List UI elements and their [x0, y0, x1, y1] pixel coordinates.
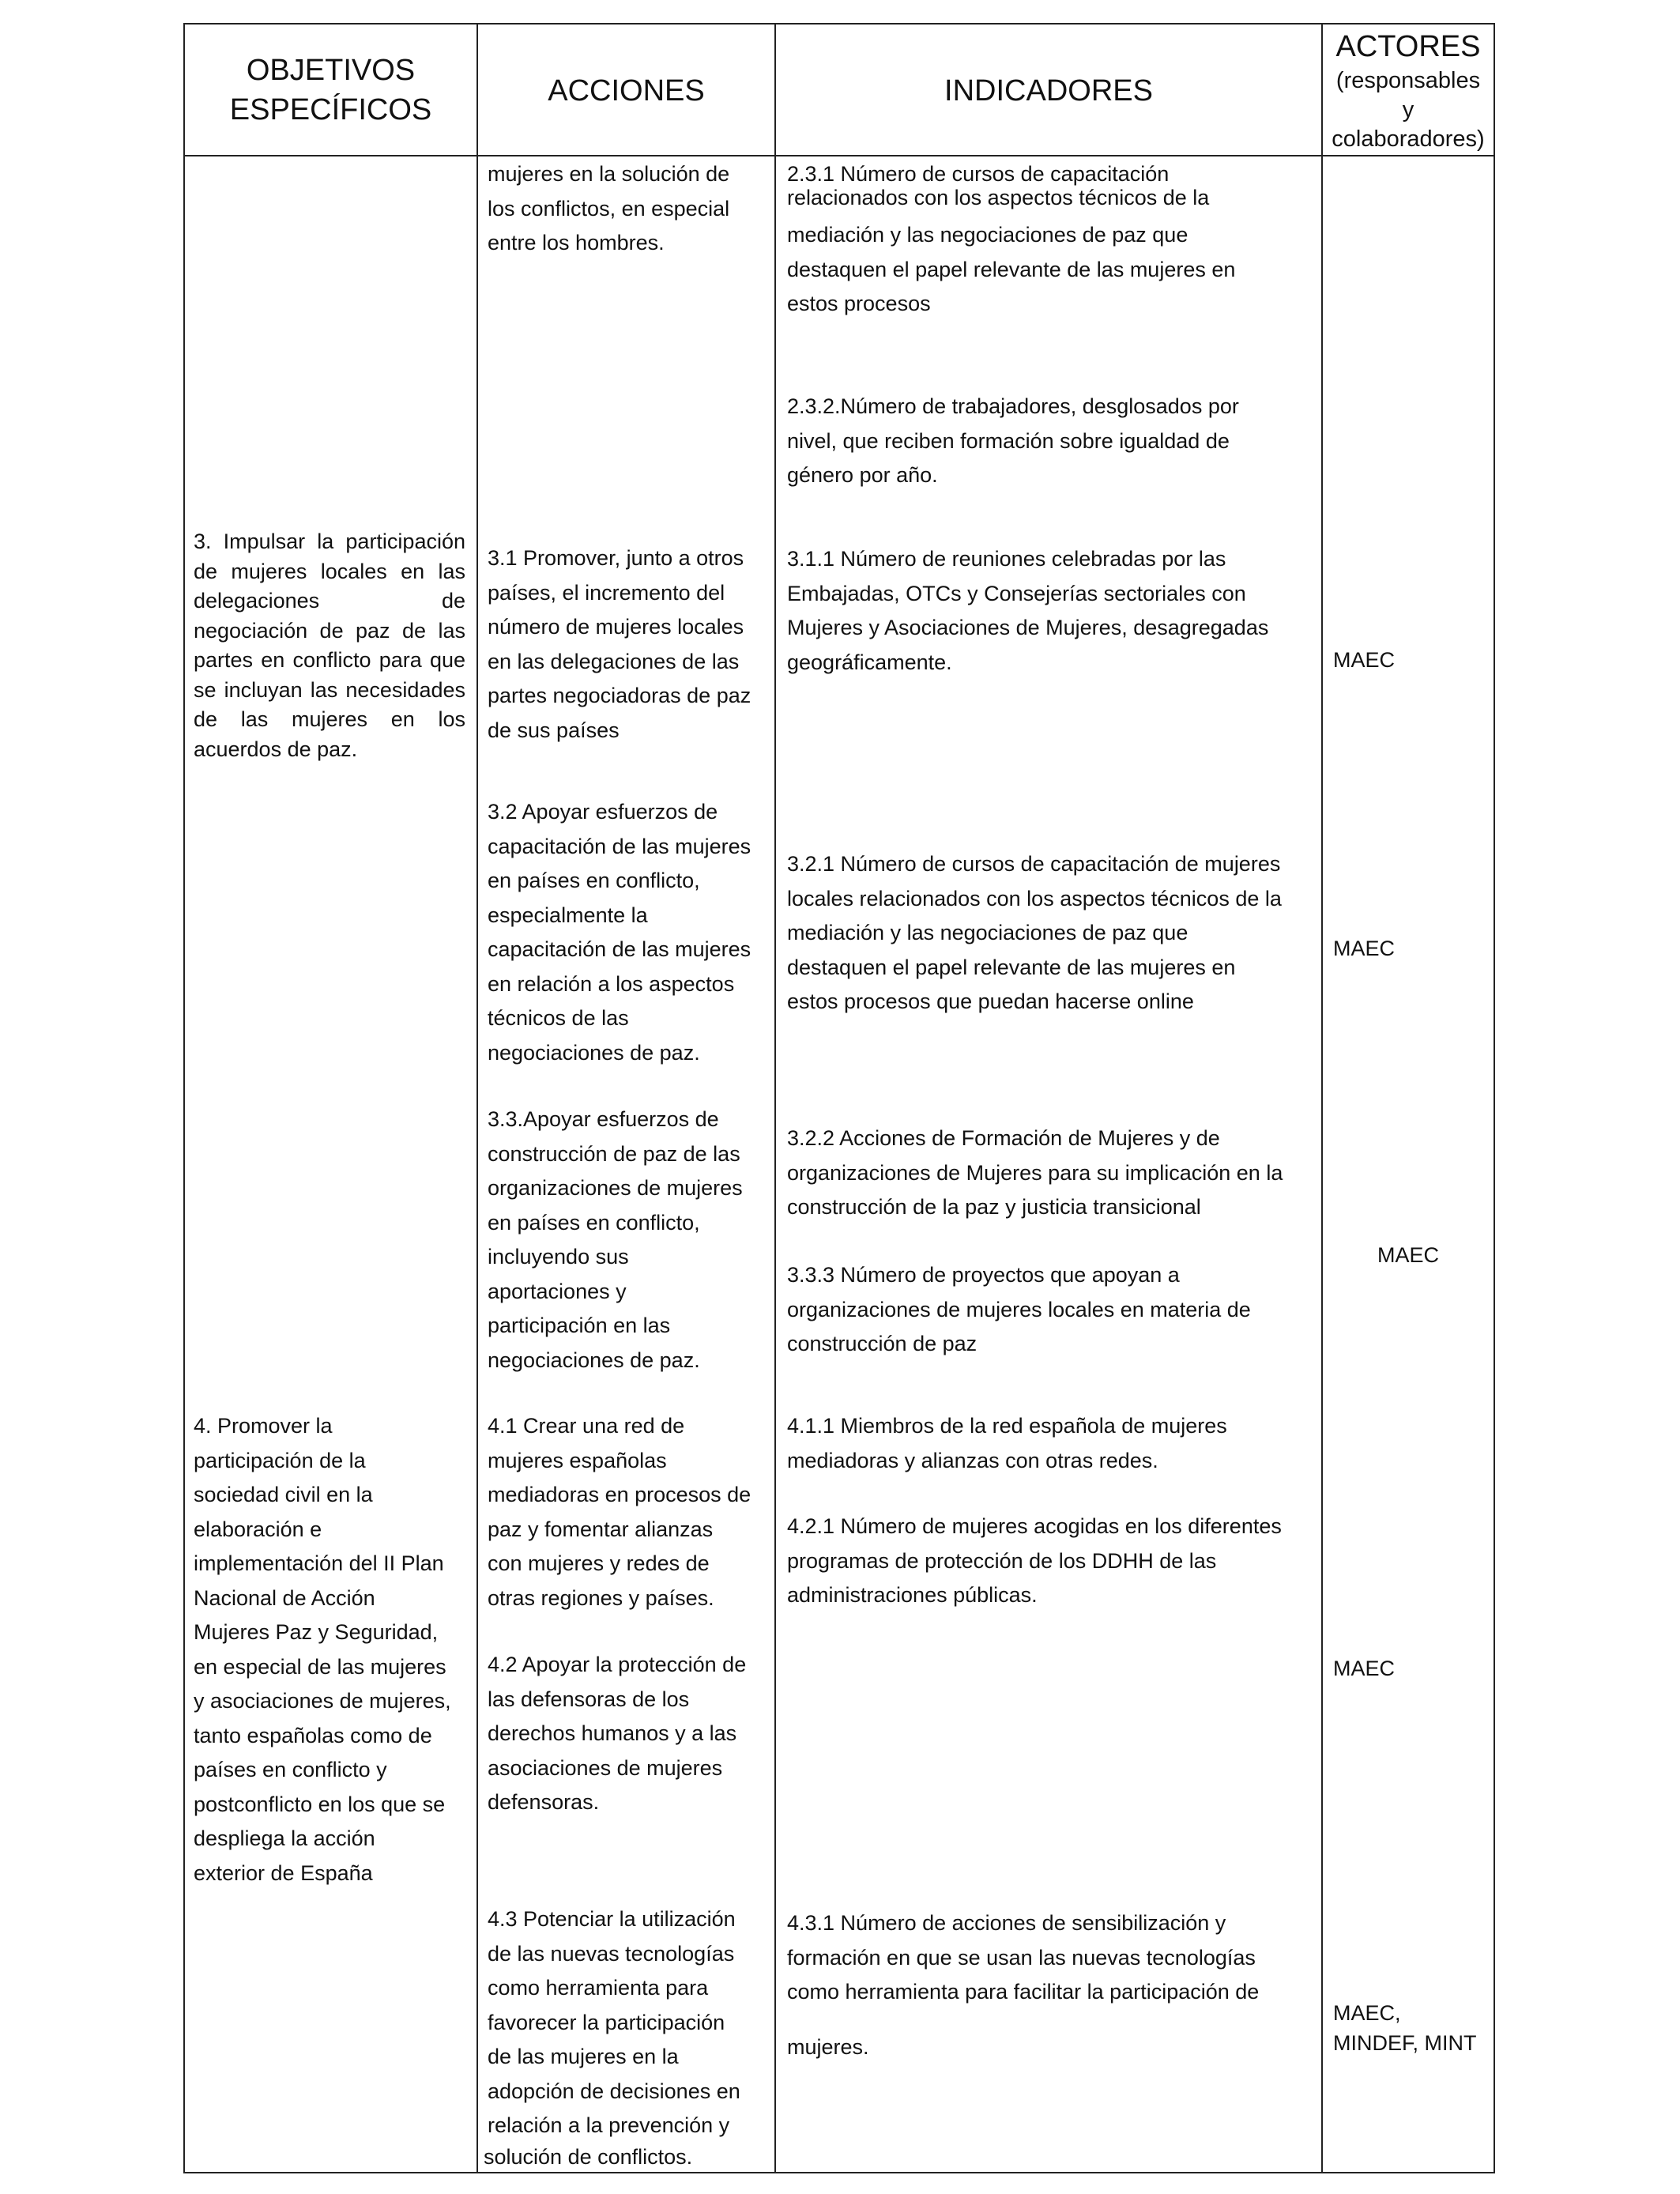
actor-4-3: MAEC, MINDEF, MINT: [1333, 2001, 1477, 2055]
indicador-4-3-1: 4.3.1 Número de acciones de sensibilización y formación en que se usan las nuevas tecnologías como herramienta para facilitar la participación de: [787, 1911, 1260, 2004]
accion-4-2: 4.2 Apoyar la protección de las defensoras de los derechos humanos y a las asociaciones de mujeres defensoras.: [488, 1653, 747, 1814]
actor-3-3: MAEC: [1377, 1243, 1439, 1267]
accion-4-1: 4.1 Crear una red de mujeres españolas mediadoras en procesos de paz y fomentar alianzas con mujeres y redes de otras regiones y países.: [488, 1414, 751, 1610]
indicador-4-3-1-final: mujeres.: [787, 2035, 869, 2059]
header-objetivos: OBJETIVOS ESPECÍFICOS: [229, 54, 432, 126]
column-divider-actores: [1321, 23, 1323, 2173]
indicador-2-3-1-a: 2.3.1 Número de cursos de capacitación: [787, 162, 1170, 186]
indicador-2-3-1-b: relacionados con los aspectos técnicos de la: [787, 186, 1210, 209]
indicador-2-3-1-c: mediación y las negociaciones de paz que destaquen el papel relevante de las mujeres en estos procesos: [787, 223, 1236, 315]
indicador-4-2-1: 4.2.1 Número de mujeres acogidas en los diferentes programas de protección de los DDHH de las administraciones públicas.: [787, 1514, 1282, 1607]
indicador-3-1-1: 3.1.1 Número de reuniones celebradas por las Embajadas, OTCs y Consejerías sectoriales con Mujeres y Asociaciones de Mujeres, desagregadas geográficamente.: [787, 547, 1269, 674]
objetivo-3: 3. Impulsar la participación de mujeres locales en las delegaciones de negociación de paz de las partes en conflicto para que se incluyan las necesidades de las mujeres en los acuerdos de paz.: [194, 530, 465, 761]
indicador-3-2-2: 3.2.2 Acciones de Formación de Mujeres y de organizaciones de Mujeres para su implicación en la construcción de la paz y justicia transicional: [787, 1126, 1283, 1219]
accion-3-2: 3.2 Apoyar esfuerzos de capacitación de las mujeres en países en conflicto, especialmente la capacitación de las mujeres en relación a los aspectos técnicos de las negociaciones de paz.: [488, 800, 751, 1065]
table-border-top: [183, 23, 1495, 25]
table-border-right: [1494, 23, 1495, 2173]
accion-3-1: 3.1 Promover, junto a otros países, el incremento del número de mujeres locales en las delegaciones de las partes negociadoras de paz de sus países: [488, 546, 751, 742]
column-divider-indicadores: [774, 23, 776, 2173]
header-actores-title: ACTORES: [1335, 30, 1481, 63]
actor-3-1: MAEC: [1333, 648, 1396, 672]
table-border-bottom: [183, 2172, 1495, 2173]
accion-2-3-continuacion: mujeres en la solución de los conflictos, en especial entre los hombres.: [488, 162, 730, 254]
table-border-left: [183, 23, 185, 2173]
actor-4-1: MAEC: [1333, 1657, 1396, 1680]
indicador-3-3-3: 3.3.3 Número de proyectos que apoyan a organizaciones de mujeres locales en materia de construcción de paz: [787, 1263, 1251, 1355]
accion-4-3: 4.3 Potenciar la utilización de las nuevas tecnologías como herramienta para favorecer la participación de las mujeres en la adopción de decisiones en relación a la prevención y: [488, 1907, 740, 2137]
header-indicadores: INDICADORES: [944, 74, 1153, 107]
accion-3-3: 3.3.Apoyar esfuerzos de construcción de paz de las organizaciones de mujeres en países en conflicto, incluyendo sus aportaciones y participación en las negociaciones de paz.: [488, 1107, 743, 1372]
header-acciones: ACCIONES: [548, 74, 705, 107]
column-divider-acciones: [477, 23, 478, 2173]
header-actores-subtitle: (responsables y colaboradores): [1332, 68, 1485, 152]
indicador-3-2-1: 3.2.1 Número de cursos de capacitación de mujeres locales relacionados con los aspectos técnicos de la mediación y las negociaciones de paz que destaquen el papel relevante de las mujeres en estos procesos que puedan hacerse online: [787, 852, 1282, 1013]
objetivo-4: 4. Promover la participación de la sociedad civil en la elaboración e implementación del II Plan Nacional de Acción Mujeres Paz y Seguridad, en especial de las mujeres y asociaciones de mujeres, tanto españolas como de países en conflicto y postconflicto en los que se despliega la acción exterior de España: [194, 1414, 451, 1885]
header-actores: [1323, 27, 1494, 154]
actor-3-2: MAEC: [1333, 937, 1396, 960]
accion-4-3-final: solución de conflictos.: [484, 2145, 693, 2169]
header-divider: [183, 155, 1495, 156]
indicador-4-1-1: 4.1.1 Miembros de la red española de mujeres mediadoras y alianzas con otras redes.: [787, 1414, 1227, 1472]
indicador-2-3-2: 2.3.2.Número de trabajadores, desglosados por nivel, que reciben formación sobre igualdad de género por año.: [787, 394, 1239, 487]
